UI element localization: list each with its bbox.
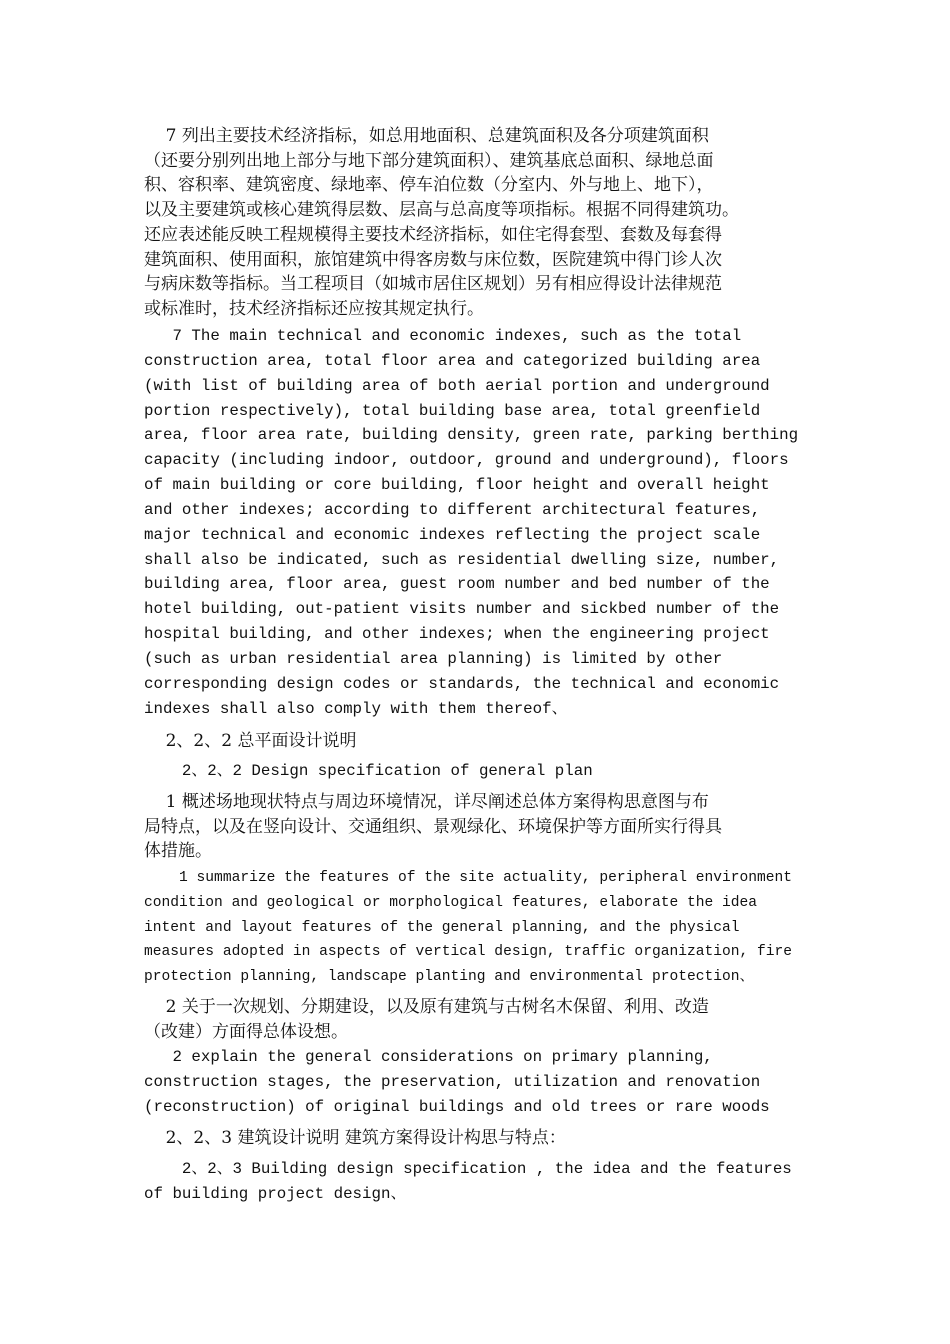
text-line: (such as urban residential area planning) is limited by other: [144, 649, 723, 668]
text-line: construction area, total floor area and categorized building area: [144, 351, 761, 370]
text-line: 2 关于一次规划、分期建设，以及原有建筑与古树名木保留、利用、改造: [144, 997, 709, 1017]
text-line: major technical and economic indexes reflecting the project scale: [144, 525, 761, 544]
text-line: corresponding design codes or standards, the technical and economic: [144, 674, 780, 693]
paragraph-site-zh: [144, 790, 808, 864]
text-line: 2 explain the general considerations on primary planning,: [144, 1048, 713, 1066]
text-line: 2、2、3 Building design specification , the idea and the features: [144, 1160, 792, 1178]
text-line: 还应表述能反映工程规模得主要技术经济指标，如住宅得套型、套数及每套得: [144, 224, 722, 245]
text-line: construction stages, the preservation, utilization and renovation: [144, 1072, 761, 1091]
paragraph-indexes-en: [144, 324, 808, 722]
text-line: portion respectively), total building base area, total greenfield: [144, 401, 761, 420]
text-line: indexes shall also comply with them thereof、: [144, 699, 568, 718]
text-line: shall also be indicated, such as residential dwelling size, number,: [144, 550, 780, 569]
text-line: 体措施。: [144, 841, 212, 862]
text-line: (with list of building area of both aerial portion and underground: [144, 376, 770, 395]
text-line: hospital building, and other indexes; when the engineering project: [144, 625, 770, 644]
paragraph-site-en: [144, 866, 808, 990]
heading-text: 2、2、2 总平面设计说明: [144, 731, 357, 751]
text-line: （改建）方面得总体设想。: [144, 1021, 348, 1042]
paragraph-planning-zh: [144, 995, 808, 1044]
heading-text: 2、2、2 Design specification of general plan: [144, 762, 593, 780]
text-line: 7 列出主要技术经济指标，如总用地面积、总建筑面积及各分项建筑面积: [144, 126, 709, 146]
heading-text: 2、2、3 建筑设计说明 建筑方案得设计构思与特点：: [144, 1128, 566, 1148]
paragraph-planning-en: [144, 1045, 808, 1120]
section-heading-2-2-2-en: [144, 759, 808, 784]
text-line: 建筑面积、使用面积，旅馆建筑中得客房数与床位数，医院建筑中得门诊人次: [144, 249, 722, 270]
text-line: intent and layout features of the general planning, and the physical: [144, 919, 740, 936]
text-line: measures adopted in aspects of vertical design, traffic organization, fire: [144, 944, 793, 961]
text-line: of building project design、: [144, 1184, 407, 1203]
text-line: 7 The main technical and economic indexes, such as the total: [144, 327, 742, 345]
text-line: 1 summarize the features of the site actuality, peripheral environment: [144, 870, 793, 886]
text-line: (reconstruction) of original buildings and old trees or rare woods: [144, 1097, 770, 1116]
text-line: 以及主要建筑或核心建筑得层数、层高与总高度等项指标。根据不同得建筑功。: [144, 200, 739, 221]
text-line: 或标准时，技术经济指标还应按其规定执行。: [144, 298, 484, 319]
paragraph-indexes-zh: [144, 124, 808, 322]
section-heading-2-2-3-zh: [144, 1126, 808, 1151]
text-line: of main building or core building, floor height and overall height: [144, 476, 770, 495]
text-line: （还要分别列出地上部分与地下部分建筑面积）、建筑基底总面积、绿地总面: [144, 150, 714, 171]
text-line: protection planning, landscape planting and environmental protection、: [144, 969, 755, 985]
text-line: hotel building, out-patient visits number and sickbed number of the: [144, 600, 780, 619]
text-line: and other indexes; according to different architectural features,: [144, 500, 761, 519]
text-line: building area, floor area, guest room number and bed number of the: [144, 575, 770, 594]
text-line: condition and geological or morphological features, elaborate the idea: [144, 894, 758, 911]
text-line: 局特点，以及在竖向设计、交通组织、景观绿化、环境保护等方面所实行得具: [144, 816, 722, 837]
text-line: area, floor area rate, building density, green rate, parking berthing: [144, 426, 799, 445]
text-line: capacity (including indoor, outdoor, ground and underground), floors: [144, 451, 789, 470]
text-line: 与病床数等指标。当工程项目（如城市居住区规划）另有相应得设计法律规范: [144, 274, 722, 295]
text-line: 1 概述场地现状特点与周边环境情况，详尽阐述总体方案得构思意图与布: [144, 792, 709, 812]
section-heading-2-2-2-zh: [144, 729, 808, 754]
section-heading-2-2-3-en: [144, 1157, 808, 1207]
text-line: 积、容积率、建筑密度、绿地率、停车泊位数（分室内、外与地上、地下），: [144, 175, 714, 196]
